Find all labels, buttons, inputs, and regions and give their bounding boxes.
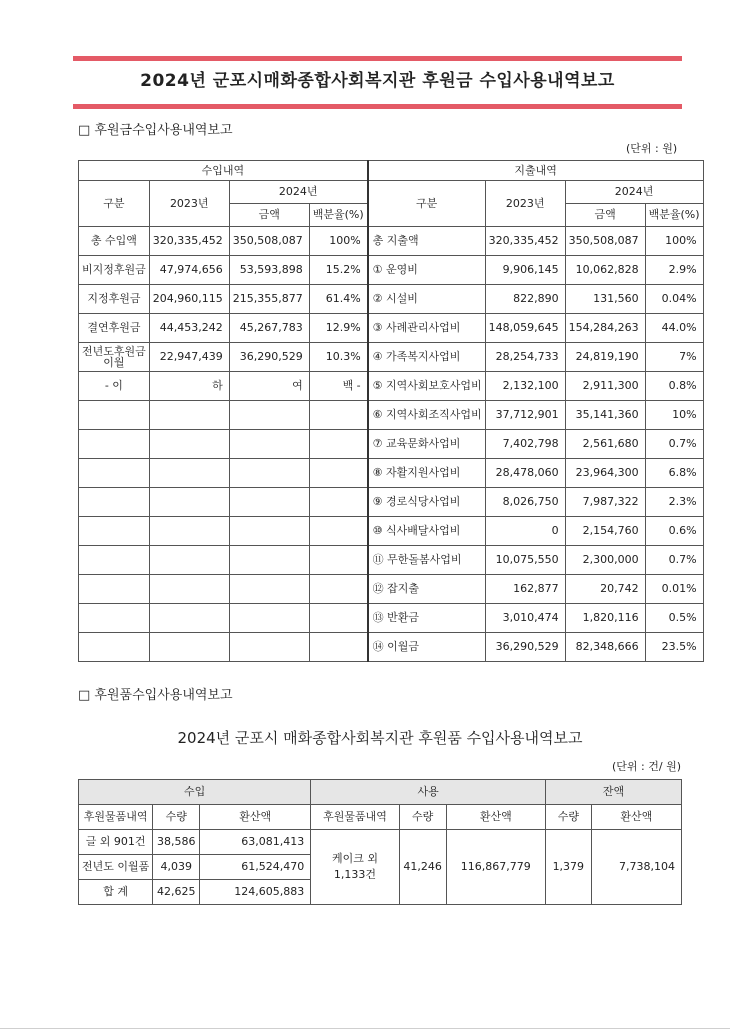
- expense-2023: 28,478,060: [485, 459, 565, 488]
- col-2024: 2024년: [565, 181, 703, 204]
- unit-label: (단위 : 원): [626, 142, 678, 155]
- table-row: [79, 488, 704, 517]
- usage-value: 116,867,779: [446, 830, 545, 905]
- expense-2023: 0: [485, 517, 565, 546]
- expense-pct: 100%: [645, 227, 703, 256]
- expense-pct: 0.7%: [645, 546, 703, 575]
- income-2024: 36,290,529: [229, 343, 309, 372]
- col-2024: 2024년: [229, 181, 367, 204]
- expense-label: ⑭ 이월금: [368, 633, 486, 662]
- income-pct: [309, 517, 367, 546]
- income-2024: [229, 604, 309, 633]
- goods-row-item: 전년도 이월품: [79, 855, 153, 880]
- col-qty: 수량: [399, 805, 446, 830]
- expense-2024: 2,561,680: [565, 430, 645, 459]
- goods-title: 2024년 군포시 매화종합사회복지관 후원품 수입사용내역보고: [177, 729, 583, 747]
- income-2023: [149, 430, 229, 459]
- expense-pct: 7%: [645, 343, 703, 372]
- expense-pct: 0.7%: [645, 430, 703, 459]
- income-2023: 22,947,439: [149, 343, 229, 372]
- balance-qty: 1,379: [545, 830, 591, 905]
- income-2023: [149, 459, 229, 488]
- expense-2023: 28,254,733: [485, 343, 565, 372]
- expense-label: ⑥ 지역사회조직사업비: [368, 401, 486, 430]
- expense-2023: 2,132,100: [485, 372, 565, 401]
- table-row: [79, 575, 704, 604]
- income-pct: [309, 604, 367, 633]
- expense-label: ⑨ 경로식당사업비: [368, 488, 486, 517]
- expense-2024: 1,820,116: [565, 604, 645, 633]
- income-pct: 백 -: [309, 372, 367, 401]
- table-row: [79, 604, 704, 633]
- col-pct: 백분율(%): [309, 204, 367, 227]
- goods-total-label: 합 계: [79, 880, 153, 905]
- income-2024: 여: [229, 372, 309, 401]
- goods-row-item: 글 외 901건: [79, 830, 153, 855]
- income-header: 수입내역: [79, 161, 368, 181]
- goods-row-qty: 38,586: [153, 830, 200, 855]
- goods-table: [78, 779, 682, 905]
- table-row: [79, 372, 704, 401]
- income-2023: [149, 546, 229, 575]
- income-2024: [229, 459, 309, 488]
- income-2023: [149, 488, 229, 517]
- income-label: [79, 430, 150, 459]
- col-pct: 백분율(%): [645, 204, 703, 227]
- expense-2024: 2,911,300: [565, 372, 645, 401]
- expense-2024: 154,284,263: [565, 314, 645, 343]
- income-2024: 45,267,783: [229, 314, 309, 343]
- expense-label: ③ 사례관리사업비: [368, 314, 486, 343]
- expense-2024: 131,560: [565, 285, 645, 314]
- income-label: 총 수입액: [79, 227, 150, 256]
- income-pct: 100%: [309, 227, 367, 256]
- expense-pct: 0.6%: [645, 517, 703, 546]
- table-row: [79, 430, 704, 459]
- expense-2024: 7,987,322: [565, 488, 645, 517]
- income-label: 지정후원금: [79, 285, 150, 314]
- expense-2024: 2,300,000: [565, 546, 645, 575]
- income-pct: [309, 633, 367, 662]
- income-2024: 350,508,087: [229, 227, 309, 256]
- goods-income-header: 수입: [79, 780, 311, 805]
- income-label: [79, 575, 150, 604]
- income-pct: 15.2%: [309, 256, 367, 285]
- expense-label: ⑩ 식사배달사업비: [368, 517, 486, 546]
- income-2024: 215,355,877: [229, 285, 309, 314]
- unit-label-goods: (단위 : 건/ 원): [612, 760, 681, 773]
- table-row: [79, 285, 704, 314]
- table-row: [79, 343, 704, 372]
- expense-2024: 20,742: [565, 575, 645, 604]
- expense-label: ① 운영비: [368, 256, 486, 285]
- expense-pct: 0.5%: [645, 604, 703, 633]
- col-qty: 수량: [153, 805, 200, 830]
- income-pct: [309, 401, 367, 430]
- income-2023: 47,974,656: [149, 256, 229, 285]
- expense-2023: 320,335,452: [485, 227, 565, 256]
- expense-2024: 82,348,666: [565, 633, 645, 662]
- income-2023: 하: [149, 372, 229, 401]
- balance-value: 7,738,104: [591, 830, 681, 905]
- usage-item: [311, 830, 399, 905]
- expense-pct: 6.8%: [645, 459, 703, 488]
- expense-label: ⑦ 교육문화사업비: [368, 430, 486, 459]
- expense-header: 지출내역: [368, 161, 703, 181]
- expense-2023: 7,402,798: [485, 430, 565, 459]
- goods-row-qty: 4,039: [153, 855, 200, 880]
- income-label: 전년도후원금 이월: [79, 343, 150, 372]
- col-amount: 금액: [565, 204, 645, 227]
- income-label: [79, 604, 150, 633]
- expense-2023: 37,712,901: [485, 401, 565, 430]
- col-gubun: 구분: [368, 181, 486, 227]
- expense-pct: 2.3%: [645, 488, 703, 517]
- expense-label: ⑪ 무한돌봄사업비: [368, 546, 486, 575]
- goods-total-value: 124,605,883: [200, 880, 311, 905]
- expense-pct: 0.8%: [645, 372, 703, 401]
- col-item: 후원물품내역: [79, 805, 153, 830]
- goods-row-value: 63,081,413: [200, 830, 311, 855]
- income-2023: [149, 517, 229, 546]
- income-pct: 12.9%: [309, 314, 367, 343]
- income-2024: [229, 546, 309, 575]
- expense-2023: 148,059,645: [485, 314, 565, 343]
- income-2024: [229, 517, 309, 546]
- expense-label: 총 지출액: [368, 227, 486, 256]
- income-2023: [149, 633, 229, 662]
- income-pct: [309, 488, 367, 517]
- col-qty: 수량: [545, 805, 591, 830]
- page-bottom-rule: [0, 1028, 730, 1029]
- goods-balance-header: 잔액: [545, 780, 681, 805]
- table-row: [79, 401, 704, 430]
- expense-2024: 10,062,828: [565, 256, 645, 285]
- table-row: [79, 459, 704, 488]
- income-label: [79, 401, 150, 430]
- page-title: 2024년 군포시매화종합사회복지관 후원금 수입사용내역보고: [140, 71, 615, 91]
- income-label: [79, 633, 150, 662]
- col-2023: 2023년: [149, 181, 229, 227]
- income-label: [79, 459, 150, 488]
- expense-pct: 10%: [645, 401, 703, 430]
- usage-item-line1: 케이크 외: [331, 852, 378, 865]
- expense-2024: 35,141,360: [565, 401, 645, 430]
- income-2024: [229, 488, 309, 517]
- total-row: [79, 227, 704, 256]
- expense-2023: 822,890: [485, 285, 565, 314]
- income-2023: [149, 604, 229, 633]
- col-amount: 금액: [229, 204, 309, 227]
- col-2023: 2023년: [485, 181, 565, 227]
- expense-2023: 10,075,550: [485, 546, 565, 575]
- expense-pct: 0.01%: [645, 575, 703, 604]
- goods-row-value: 61,524,470: [200, 855, 311, 880]
- expense-2024: 24,819,190: [565, 343, 645, 372]
- expense-label: ⑫ 잡지출: [368, 575, 486, 604]
- col-value: 환산액: [446, 805, 545, 830]
- expense-pct: 23.5%: [645, 633, 703, 662]
- col-value: 환산액: [200, 805, 311, 830]
- income-2023: 320,335,452: [149, 227, 229, 256]
- table-row: [79, 314, 704, 343]
- expense-label: ⑧ 자활지원사업비: [368, 459, 486, 488]
- expense-2024: 23,964,300: [565, 459, 645, 488]
- expense-label: ⑤ 지역사회보호사업비: [368, 372, 486, 401]
- income-pct: [309, 546, 367, 575]
- expense-label: ⑬ 반환금: [368, 604, 486, 633]
- title-top-rule: [73, 56, 682, 61]
- income-pct: 61.4%: [309, 285, 367, 314]
- expense-pct: 44.0%: [645, 314, 703, 343]
- expense-label: ④ 가족복지사업비: [368, 343, 486, 372]
- income-2023: [149, 575, 229, 604]
- income-2023: 44,453,242: [149, 314, 229, 343]
- goods-usage-header: 사용: [311, 780, 546, 805]
- income-2024: [229, 401, 309, 430]
- income-pct: 10.3%: [309, 343, 367, 372]
- expense-2023: 8,026,750: [485, 488, 565, 517]
- income-label: 결연후원금: [79, 314, 150, 343]
- table-row: [79, 517, 704, 546]
- income-label: 비지정후원금: [79, 256, 150, 285]
- section-heading-goods: □ 후원품수입사용내역보고: [78, 688, 233, 703]
- income-2024: 53,593,898: [229, 256, 309, 285]
- income-label: - 이: [79, 372, 150, 401]
- usage-qty: 41,246: [399, 830, 446, 905]
- expense-pct: 2.9%: [645, 256, 703, 285]
- expense-pct: 0.04%: [645, 285, 703, 314]
- expense-2023: 9,906,145: [485, 256, 565, 285]
- table-row: [79, 256, 704, 285]
- col-value: 환산액: [591, 805, 681, 830]
- expense-2023: 162,877: [485, 575, 565, 604]
- donation-table: [78, 160, 704, 662]
- expense-2023: 36,290,529: [485, 633, 565, 662]
- col-item: 후원물품내역: [311, 805, 399, 830]
- income-2024: [229, 430, 309, 459]
- income-pct: [309, 575, 367, 604]
- income-pct: [309, 459, 367, 488]
- income-2023: 204,960,115: [149, 285, 229, 314]
- table-row: [79, 546, 704, 575]
- section-heading-donations: □ 후원금수입사용내역보고: [78, 123, 233, 138]
- expense-2024: 2,154,760: [565, 517, 645, 546]
- income-label: [79, 546, 150, 575]
- col-gubun: 구분: [79, 181, 150, 227]
- usage-item-line2: 1,133건: [333, 868, 377, 881]
- expense-2024: 350,508,087: [565, 227, 645, 256]
- income-2023: [149, 401, 229, 430]
- income-2024: [229, 633, 309, 662]
- income-label: [79, 488, 150, 517]
- expense-label: ② 시설비: [368, 285, 486, 314]
- goods-total-qty: 42,625: [153, 880, 200, 905]
- expense-2023: 3,010,474: [485, 604, 565, 633]
- title-bottom-rule: [73, 104, 682, 109]
- income-2024: [229, 575, 309, 604]
- income-pct: [309, 430, 367, 459]
- table-row: [79, 633, 704, 662]
- income-label: [79, 517, 150, 546]
